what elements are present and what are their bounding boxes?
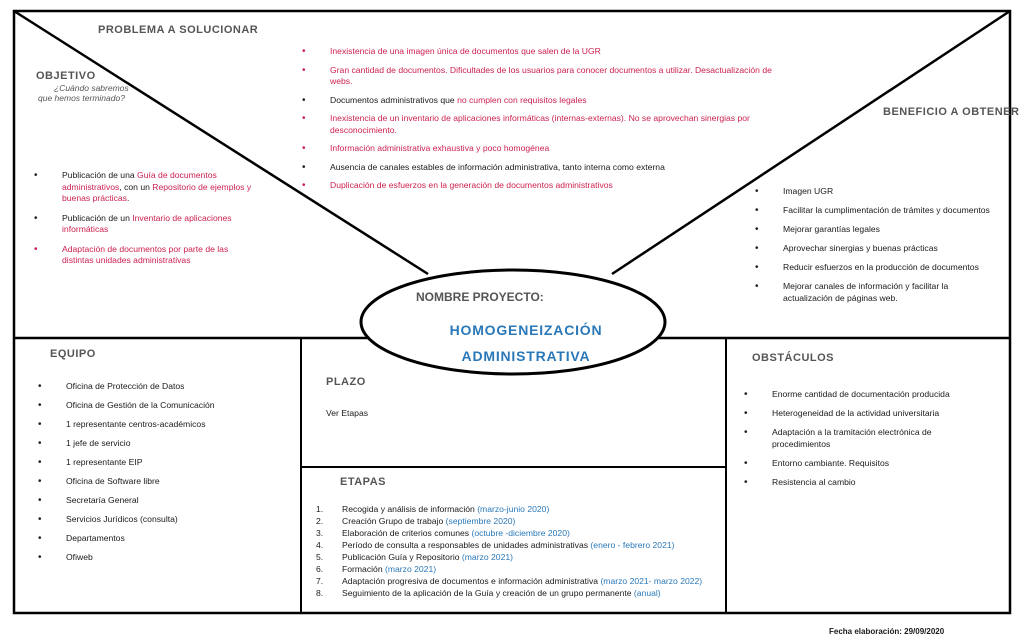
problema-item-text: Información administrativa exhaustiva y poco homogénea: [330, 143, 550, 153]
etapa-item: [316, 575, 722, 587]
problema-item: [330, 113, 775, 136]
objetivo-item-text: , con un: [119, 181, 153, 192]
etapa-text: Formación: [342, 564, 383, 574]
problema-item-text: Ausencia de canales estables de información administrativa, tanto interna como externa: [330, 161, 665, 172]
objetivo-item-text: Inventario de aplicaciones informáticas: [62, 212, 232, 234]
objetivo-item-text: por parte de las distintas unidades administrativas: [62, 243, 229, 265]
etapa-date: (marzo 2021): [384, 564, 437, 574]
etapa-item: [316, 539, 722, 551]
etapa-date: (marzo 2021- marzo 2022): [600, 576, 703, 586]
problema-item-text: no cumplen con requisitos legales: [457, 94, 587, 105]
beneficio-item: • Aprovechar sinergias y buenas prácticas: [783, 243, 993, 255]
etapa-item: [316, 563, 722, 575]
obstaculo-item: • Enorme cantidad de documentación producida: [772, 389, 992, 401]
etapas-list: [316, 503, 722, 599]
problema-item: [330, 180, 775, 192]
project-name-line-1: HOMOGENEIZACIÓN: [449, 322, 603, 338]
beneficio-title: BENEFICIO A OBTENER: [883, 106, 1020, 118]
etapas-title: ETAPAS: [340, 476, 386, 488]
problema-item-text: . Dificultades de los usuarios para conocer documentos a utilizar. Desactualización de webs.: [330, 64, 772, 86]
beneficio-item: • Mejorar garantías legales: [783, 224, 993, 236]
objetivo-item-text: Guía de documentos administrativos: [62, 170, 217, 192]
etapa-number: 1.: [316, 504, 324, 514]
beneficio-item: • Mejorar canales de información y facilitar la actualización de páginas web.: [783, 281, 993, 304]
equipo-list: [66, 381, 286, 571]
etapa-text: Elaboración de criterios comunes: [342, 528, 470, 538]
objetivo-item-text: Publicación de una: [62, 170, 138, 180]
obstaculo-item: • Adaptación a la tramitación electrónica de procedimientos: [772, 427, 992, 450]
equipo-item: • Secretaría General: [66, 495, 286, 507]
equipo-item: • Oficina de Protección de Datos: [66, 381, 286, 393]
obstaculo-item: • Heterogeneidad de la actividad universitaria: [772, 408, 992, 420]
project-name-line-2: ADMINISTRATIVA: [461, 348, 591, 364]
equipo-item: • Servicios Jurídicos (consulta): [66, 514, 286, 526]
beneficio-item: • Imagen UGR: [783, 186, 993, 198]
problema-item-text: Gran cantidad de documentos: [330, 64, 446, 75]
problema-item-text: Inexistencia de una imagen única: [330, 46, 458, 56]
beneficio-list: [783, 186, 993, 312]
objetivo-item: [62, 213, 252, 236]
etapa-number: 4.: [316, 540, 324, 550]
etapa-date: (septiembre 2020): [445, 516, 516, 526]
etapa-date: (marzo 2021): [461, 552, 514, 562]
etapa-date: (enero - febrero 2021): [590, 540, 675, 550]
objetivo-item-text: Adaptación de documentos: [62, 243, 167, 254]
problema-title: PROBLEMA A SOLUCIONAR: [98, 24, 259, 36]
problema-item-text: en la generación de documentos administrativos: [426, 180, 613, 190]
etapa-text: Período de consulta a responsables de unidades administrativas: [342, 540, 589, 550]
objetivo-list: [62, 170, 252, 275]
equipo-item: • Ofiweb: [66, 552, 286, 564]
equipo-item: • 1 representante centros-académicos: [66, 419, 286, 431]
objetivo-title: OBJETIVO: [36, 70, 96, 82]
problema-item: [330, 95, 775, 107]
etapa-number: 5.: [316, 552, 324, 562]
equipo-title: EQUIPO: [50, 348, 96, 360]
etapa-item: [316, 587, 722, 599]
problema-item-text: Inexistencia de un inventario de aplicaciones informáticas: [330, 113, 550, 123]
problema-item: [330, 46, 775, 58]
problema-item-text: Documentos administrativos que: [330, 94, 458, 105]
objetivo-item: [62, 244, 252, 267]
objetivo-subtitle-1: ¿Cuándo sabremos: [54, 83, 129, 93]
etapa-text: Creación Grupo de trabajo: [342, 516, 444, 526]
obstaculo-item: • Resistencia al cambio: [772, 477, 992, 489]
obstaculos-title: OBSTÁCULOS: [752, 352, 834, 364]
equipo-item: • Oficina de Gestión de la Comunicación: [66, 400, 286, 412]
plazo-title: PLAZO: [326, 376, 366, 388]
objetivo-item-text: Repositorio de ejemplos y buenas prácticas: [62, 181, 252, 203]
etapa-text: Adaptación progresiva de documentos e información administrativa: [342, 576, 599, 586]
etapa-number: 6.: [316, 564, 324, 574]
equipo-item: • Oficina de Software libre: [66, 476, 286, 488]
objetivo-item-text: .: [126, 193, 130, 203]
plazo-text: Ver Etapas: [326, 408, 369, 418]
problema-item-text: Duplicación de esfuerzos: [330, 180, 427, 190]
objetivo-item-text: Publicación de un: [62, 212, 133, 223]
obstaculo-item: • Entorno cambiante. Requisitos: [772, 458, 992, 470]
equipo-item: • 1 representante EIP: [66, 457, 286, 469]
problema-list: [330, 46, 775, 199]
etapa-item: [316, 515, 722, 527]
etapa-text: Recogida y análisis de información: [342, 504, 475, 514]
equipo-item: • Departamentos: [66, 533, 286, 545]
etapa-number: 3.: [316, 528, 324, 538]
objetivo-subtitle-2: que hemos terminado?: [38, 93, 125, 103]
etapa-text: Publicación Guía y Repositorio: [342, 552, 460, 562]
beneficio-item: • Facilitar la cumplimentación de trámites y documentos: [783, 205, 993, 217]
etapa-date: (anual): [633, 588, 661, 598]
etapa-item: [316, 527, 722, 539]
etapa-number: 2.: [316, 516, 324, 526]
etapa-item: [316, 551, 722, 563]
problema-item: [330, 65, 775, 88]
obstaculos-list: [772, 389, 992, 496]
etapa-item: [316, 503, 722, 515]
beneficio-item: • Reducir esfuerzos en la producción de documentos: [783, 262, 993, 274]
etapa-number: 8.: [316, 588, 324, 598]
etapa-number: 7.: [316, 576, 324, 586]
footer-date: Fecha elaboración: 29/09/2020: [829, 627, 945, 636]
objetivo-item: [62, 170, 252, 205]
problema-item-text: de documentos que salen de la UGR: [457, 46, 601, 56]
problema-item-text: (internas-externas). No se aprovechan sinergias por desconocimiento.: [330, 113, 750, 135]
problema-item: [330, 162, 775, 174]
equipo-item: • 1 jefe de servicio: [66, 438, 286, 450]
etapa-text: Seguimiento de la aplicación de la Guía y creación de un grupo permanente: [342, 588, 632, 598]
etapa-date: (octubre -diciembre 2020): [471, 528, 570, 538]
etapa-date: (marzo-junio 2020): [477, 504, 550, 514]
project-label: NOMBRE PROYECTO:: [416, 290, 544, 304]
problema-item: [330, 143, 775, 155]
